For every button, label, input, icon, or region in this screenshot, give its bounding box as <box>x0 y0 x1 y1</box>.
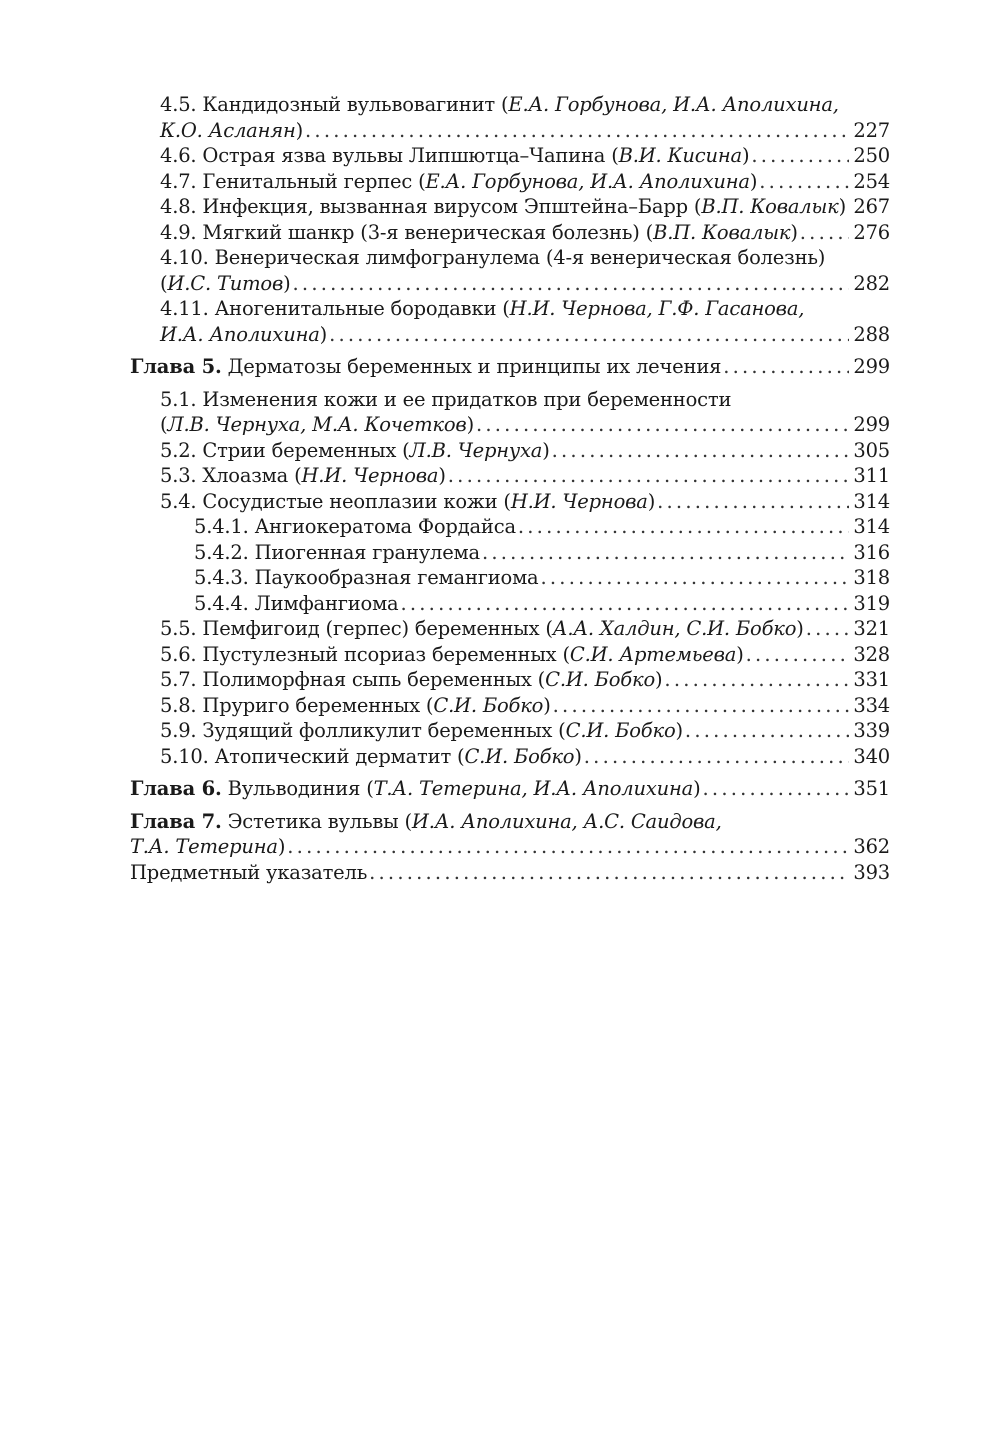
toc-title <box>194 514 516 540</box>
toc-page-number: 314 <box>853 515 890 538</box>
toc-text: 4.6. Острая язва вульвы Липшютца–Чапина ( <box>160 144 619 167</box>
toc-line <box>130 143 890 169</box>
toc-line <box>130 412 890 438</box>
toc-text: ) <box>277 835 286 858</box>
toc-text: ) <box>647 489 656 513</box>
toc-entry-5-3[interactable] <box>130 463 890 489</box>
toc-author: Н.И. Чернова, Г.Ф. Гасанова, <box>509 297 805 320</box>
toc-line <box>130 540 890 566</box>
toc-entry-5-8[interactable] <box>130 693 890 719</box>
toc-page-number: 282 <box>853 271 890 295</box>
toc-text: 5.1. Изменения кожи и ее придатков при беременности <box>160 387 732 411</box>
toc-author: Н.И. Чернова <box>510 489 648 513</box>
dot-leader <box>759 169 849 195</box>
toc-entry-5-6[interactable] <box>130 642 890 668</box>
dot-leader <box>657 489 849 515</box>
toc-title <box>130 834 285 860</box>
toc-line <box>130 489 890 515</box>
toc-text: 4.11. Аногенитальные бородавки ( <box>160 297 510 320</box>
toc-title <box>160 616 804 642</box>
toc-page-number: 305 <box>853 438 890 462</box>
toc-text: ) <box>749 169 758 193</box>
toc-author: И.А. Аполихина, А.С. Саидова, <box>411 809 722 833</box>
toc-author: И.С. Титов <box>167 271 284 295</box>
toc-title <box>130 860 367 886</box>
toc-line <box>130 718 890 744</box>
toc-text: Предметный указатель <box>130 860 368 884</box>
toc-title <box>160 463 446 489</box>
toc-title <box>130 354 721 380</box>
toc-entry-5-2[interactable] <box>130 438 890 464</box>
toc-line <box>130 322 890 348</box>
toc-text: ( <box>160 271 168 295</box>
toc-text: ) <box>319 322 328 346</box>
toc-title <box>160 322 327 348</box>
toc-author: К.О. Асланян <box>160 118 296 142</box>
toc-page-number: 254 <box>853 169 890 193</box>
toc-line <box>130 834 890 860</box>
toc-line <box>130 296 890 322</box>
toc-title <box>130 776 701 802</box>
dot-leader <box>584 744 850 770</box>
toc-line <box>130 591 890 617</box>
toc-title <box>194 540 480 566</box>
toc-text: 4.7. Генитальный герпес ( <box>160 169 426 193</box>
toc-title <box>160 642 744 668</box>
toc-title <box>194 565 539 591</box>
toc-page-number: 267 <box>853 195 890 218</box>
toc-page-number: 362 <box>853 835 890 858</box>
toc-title <box>160 718 683 744</box>
toc-entry-5-4-2[interactable] <box>130 540 890 566</box>
dot-leader <box>482 540 849 566</box>
toc-line <box>130 438 890 464</box>
toc-author: А.А. Халдин, С.И. Бобко <box>552 617 797 640</box>
toc-text: 5.4.2. Пиогенная гранулема <box>194 540 480 564</box>
toc-page-number: 351 <box>853 777 890 800</box>
toc-author: Л.В. Чернуха, М.А. Кочетков <box>167 413 467 436</box>
toc-page-number: 340 <box>853 744 890 768</box>
toc-entry-4-5[interactable] <box>130 92 890 143</box>
toc-page-number: 227 <box>853 118 890 142</box>
toc-title <box>160 194 846 220</box>
toc-text: 5.4.3. Паукообразная гемангиома <box>194 566 539 589</box>
toc-entry-4-10[interactable] <box>130 245 890 296</box>
toc-text: 4.9. Мягкий шанкр (3-я венерическая болезнь) ( <box>160 220 654 244</box>
toc-text: ) <box>838 195 847 218</box>
toc-entry-4-7[interactable] <box>130 169 890 195</box>
toc-entry-ch5[interactable] <box>130 354 890 380</box>
toc-entry-ch7[interactable] <box>130 809 890 860</box>
toc-line <box>130 809 890 835</box>
toc-text: 5.5. Пемфигоид (герпес) беременных ( <box>160 617 553 640</box>
toc-entry-ch6[interactable] <box>130 776 890 802</box>
toc-text: 5.10. Атопический дерматит ( <box>160 744 465 768</box>
toc-entry-5-5[interactable] <box>130 616 890 642</box>
toc-title <box>160 387 731 413</box>
toc-text: Дерматозы беременных и принципы их лечения <box>221 355 722 378</box>
dot-leader <box>746 642 850 668</box>
toc-entry-4-11[interactable] <box>130 296 890 347</box>
toc-line <box>130 118 890 144</box>
toc-title <box>160 92 839 118</box>
toc-line <box>130 354 890 380</box>
toc-text: ) <box>796 617 804 640</box>
toc-title <box>160 489 655 515</box>
toc-line <box>130 92 890 118</box>
toc-page-number: 321 <box>853 617 890 640</box>
toc-entry-5-1[interactable] <box>130 387 890 438</box>
dot-leader <box>329 322 849 348</box>
toc-text: ) <box>574 744 582 768</box>
toc-line <box>130 220 890 246</box>
toc-title <box>194 591 398 617</box>
toc-text: ) <box>675 719 683 742</box>
toc-author: Н.И. Чернова <box>301 464 439 487</box>
toc-title <box>160 169 757 195</box>
toc-author: Т.А. Тетерина, И.А. Аполихина <box>373 777 694 800</box>
toc-title <box>160 744 582 770</box>
toc-title <box>130 809 722 835</box>
toc-text: ) <box>466 413 474 436</box>
toc-page-number: 311 <box>853 464 890 487</box>
toc-page-number: 328 <box>853 642 890 666</box>
dot-leader <box>518 514 850 540</box>
toc-text: ) <box>295 118 304 142</box>
toc-line <box>130 642 890 668</box>
toc-page-number: 334 <box>853 693 890 717</box>
dot-leader <box>400 591 849 617</box>
toc-entry-5-4-3[interactable] <box>130 565 890 591</box>
dot-leader <box>685 718 849 744</box>
dot-leader <box>751 143 849 169</box>
toc-title <box>160 245 825 271</box>
toc-page-number: 314 <box>853 489 890 513</box>
toc-line <box>130 693 890 719</box>
toc-text: 5.7. Полиморфная сыпь беременных ( <box>160 668 546 691</box>
dot-leader <box>448 463 850 489</box>
toc-author: В.П. Ковалык <box>653 220 791 244</box>
toc-line <box>130 194 890 220</box>
toc-text: 4.5. Кандидозный вульвовагинит ( <box>160 93 509 116</box>
toc-title <box>160 220 798 246</box>
dot-leader <box>287 834 849 860</box>
toc-line <box>130 463 890 489</box>
toc-text: ) <box>283 271 291 295</box>
toc-text: ) <box>438 464 446 487</box>
toc-author: С.И. Бобко <box>433 693 544 717</box>
toc-author: С.И. Артемьева <box>569 642 737 666</box>
toc-text: 5.2. Стрии беременных ( <box>160 438 410 462</box>
toc-chapter-label: Глава 6. <box>130 777 222 800</box>
dot-leader <box>800 220 850 246</box>
toc-text: 5.4.1. Ангиокератома Фордайса <box>194 515 516 538</box>
toc-page-number: 299 <box>853 355 890 378</box>
toc-page-number: 316 <box>853 540 890 564</box>
toc-line <box>130 514 890 540</box>
toc-text: 5.3. Хлоазма ( <box>160 464 302 487</box>
dot-leader <box>848 194 849 220</box>
toc-title <box>160 143 749 169</box>
toc-line <box>130 169 890 195</box>
toc-text: 5.9. Зудящий фолликулит беременных ( <box>160 719 566 742</box>
toc-chapter-label: Глава 5. <box>130 355 222 378</box>
dot-leader <box>541 565 850 591</box>
toc-page-number: 331 <box>853 668 890 691</box>
toc-author: Е.А. Горбунова, И.А. Аполихина, <box>508 93 839 116</box>
toc-page-number: 318 <box>853 566 890 589</box>
toc-line <box>130 616 890 642</box>
toc-line <box>130 245 890 271</box>
toc-text: ) <box>790 220 798 244</box>
toc-text: ) <box>543 693 551 717</box>
toc-line <box>130 776 890 802</box>
toc-line <box>130 744 890 770</box>
toc-text: ) <box>736 642 744 666</box>
toc-text: Вульводиния ( <box>221 777 374 800</box>
toc-text: 5.4. Сосудистые неоплазии кожи ( <box>160 489 511 513</box>
toc-title <box>160 667 662 693</box>
toc-entry-5-4[interactable] <box>130 489 890 515</box>
dot-leader <box>553 693 850 719</box>
toc-author: Е.А. Горбунова, И.А. Аполихина <box>425 169 750 193</box>
toc-title <box>160 118 303 144</box>
dot-leader <box>664 667 849 693</box>
table-of-contents <box>130 92 890 885</box>
toc-text: Эстетика вульвы ( <box>221 809 412 833</box>
toc-author: Л.В. Чернуха <box>409 438 543 462</box>
toc-entry-5-4-4[interactable] <box>130 591 890 617</box>
dot-leader <box>723 354 849 380</box>
toc-entry-5-9[interactable] <box>130 718 890 744</box>
toc-entry-4-8[interactable] <box>130 194 890 220</box>
dot-leader <box>806 616 850 642</box>
toc-text: 4.10. Венерическая лимфогранулема (4-я венерическая болезнь) <box>160 246 826 269</box>
dot-leader <box>293 271 850 297</box>
toc-line <box>130 860 890 886</box>
dot-leader <box>476 412 849 438</box>
toc-page-number: 288 <box>853 322 890 346</box>
dot-leader <box>305 118 849 144</box>
toc-chapter-label: Глава 7. <box>130 809 222 833</box>
toc-author: Т.А. Тетерина <box>130 835 278 858</box>
toc-line <box>130 271 890 297</box>
toc-entry-5-4-1[interactable] <box>130 514 890 540</box>
toc-title <box>160 271 291 297</box>
toc-page-number: 299 <box>853 413 890 436</box>
toc-text: 5.8. Пруриго беременных ( <box>160 693 434 717</box>
toc-page-number: 319 <box>853 591 890 615</box>
toc-page-number: 339 <box>853 719 890 742</box>
toc-text: ) <box>741 144 750 167</box>
toc-text: 5.4.4. Лимфангиома <box>194 591 399 615</box>
toc-title <box>160 296 804 322</box>
toc-author: В.П. Ковалык <box>701 195 839 218</box>
toc-text: 4.8. Инфекция, вызванная вирусом Эпштейна–Барр ( <box>160 195 702 218</box>
dot-leader <box>369 860 849 886</box>
dot-leader <box>552 438 850 464</box>
toc-title <box>160 693 551 719</box>
toc-author: И.А. Аполихина <box>160 322 320 346</box>
toc-text: ) <box>655 668 663 691</box>
toc-line <box>130 667 890 693</box>
toc-page-number: 393 <box>853 860 890 884</box>
toc-text: 5.6. Пустулезный псориаз беременных ( <box>160 642 570 666</box>
toc-entry-5-10[interactable] <box>130 744 890 770</box>
toc-page-number: 250 <box>853 144 890 167</box>
toc-page-number: 276 <box>853 220 890 244</box>
toc-author: С.И. Бобко <box>565 719 676 742</box>
toc-title <box>160 438 550 464</box>
toc-entry-index[interactable] <box>130 860 890 886</box>
toc-text: ) <box>542 438 550 462</box>
toc-entry-4-6[interactable] <box>130 143 890 169</box>
toc-author: С.И. Бобко <box>545 668 655 691</box>
toc-entry-5-7[interactable] <box>130 667 890 693</box>
toc-text: ( <box>160 413 168 436</box>
toc-author: В.И. Кисина <box>618 144 742 167</box>
dot-leader <box>703 776 850 802</box>
toc-entry-4-9[interactable] <box>130 220 890 246</box>
toc-title <box>160 412 474 438</box>
toc-text: ) <box>693 777 701 800</box>
toc-line <box>130 387 890 413</box>
toc-author: С.И. Бобко <box>464 744 575 768</box>
toc-line <box>130 565 890 591</box>
